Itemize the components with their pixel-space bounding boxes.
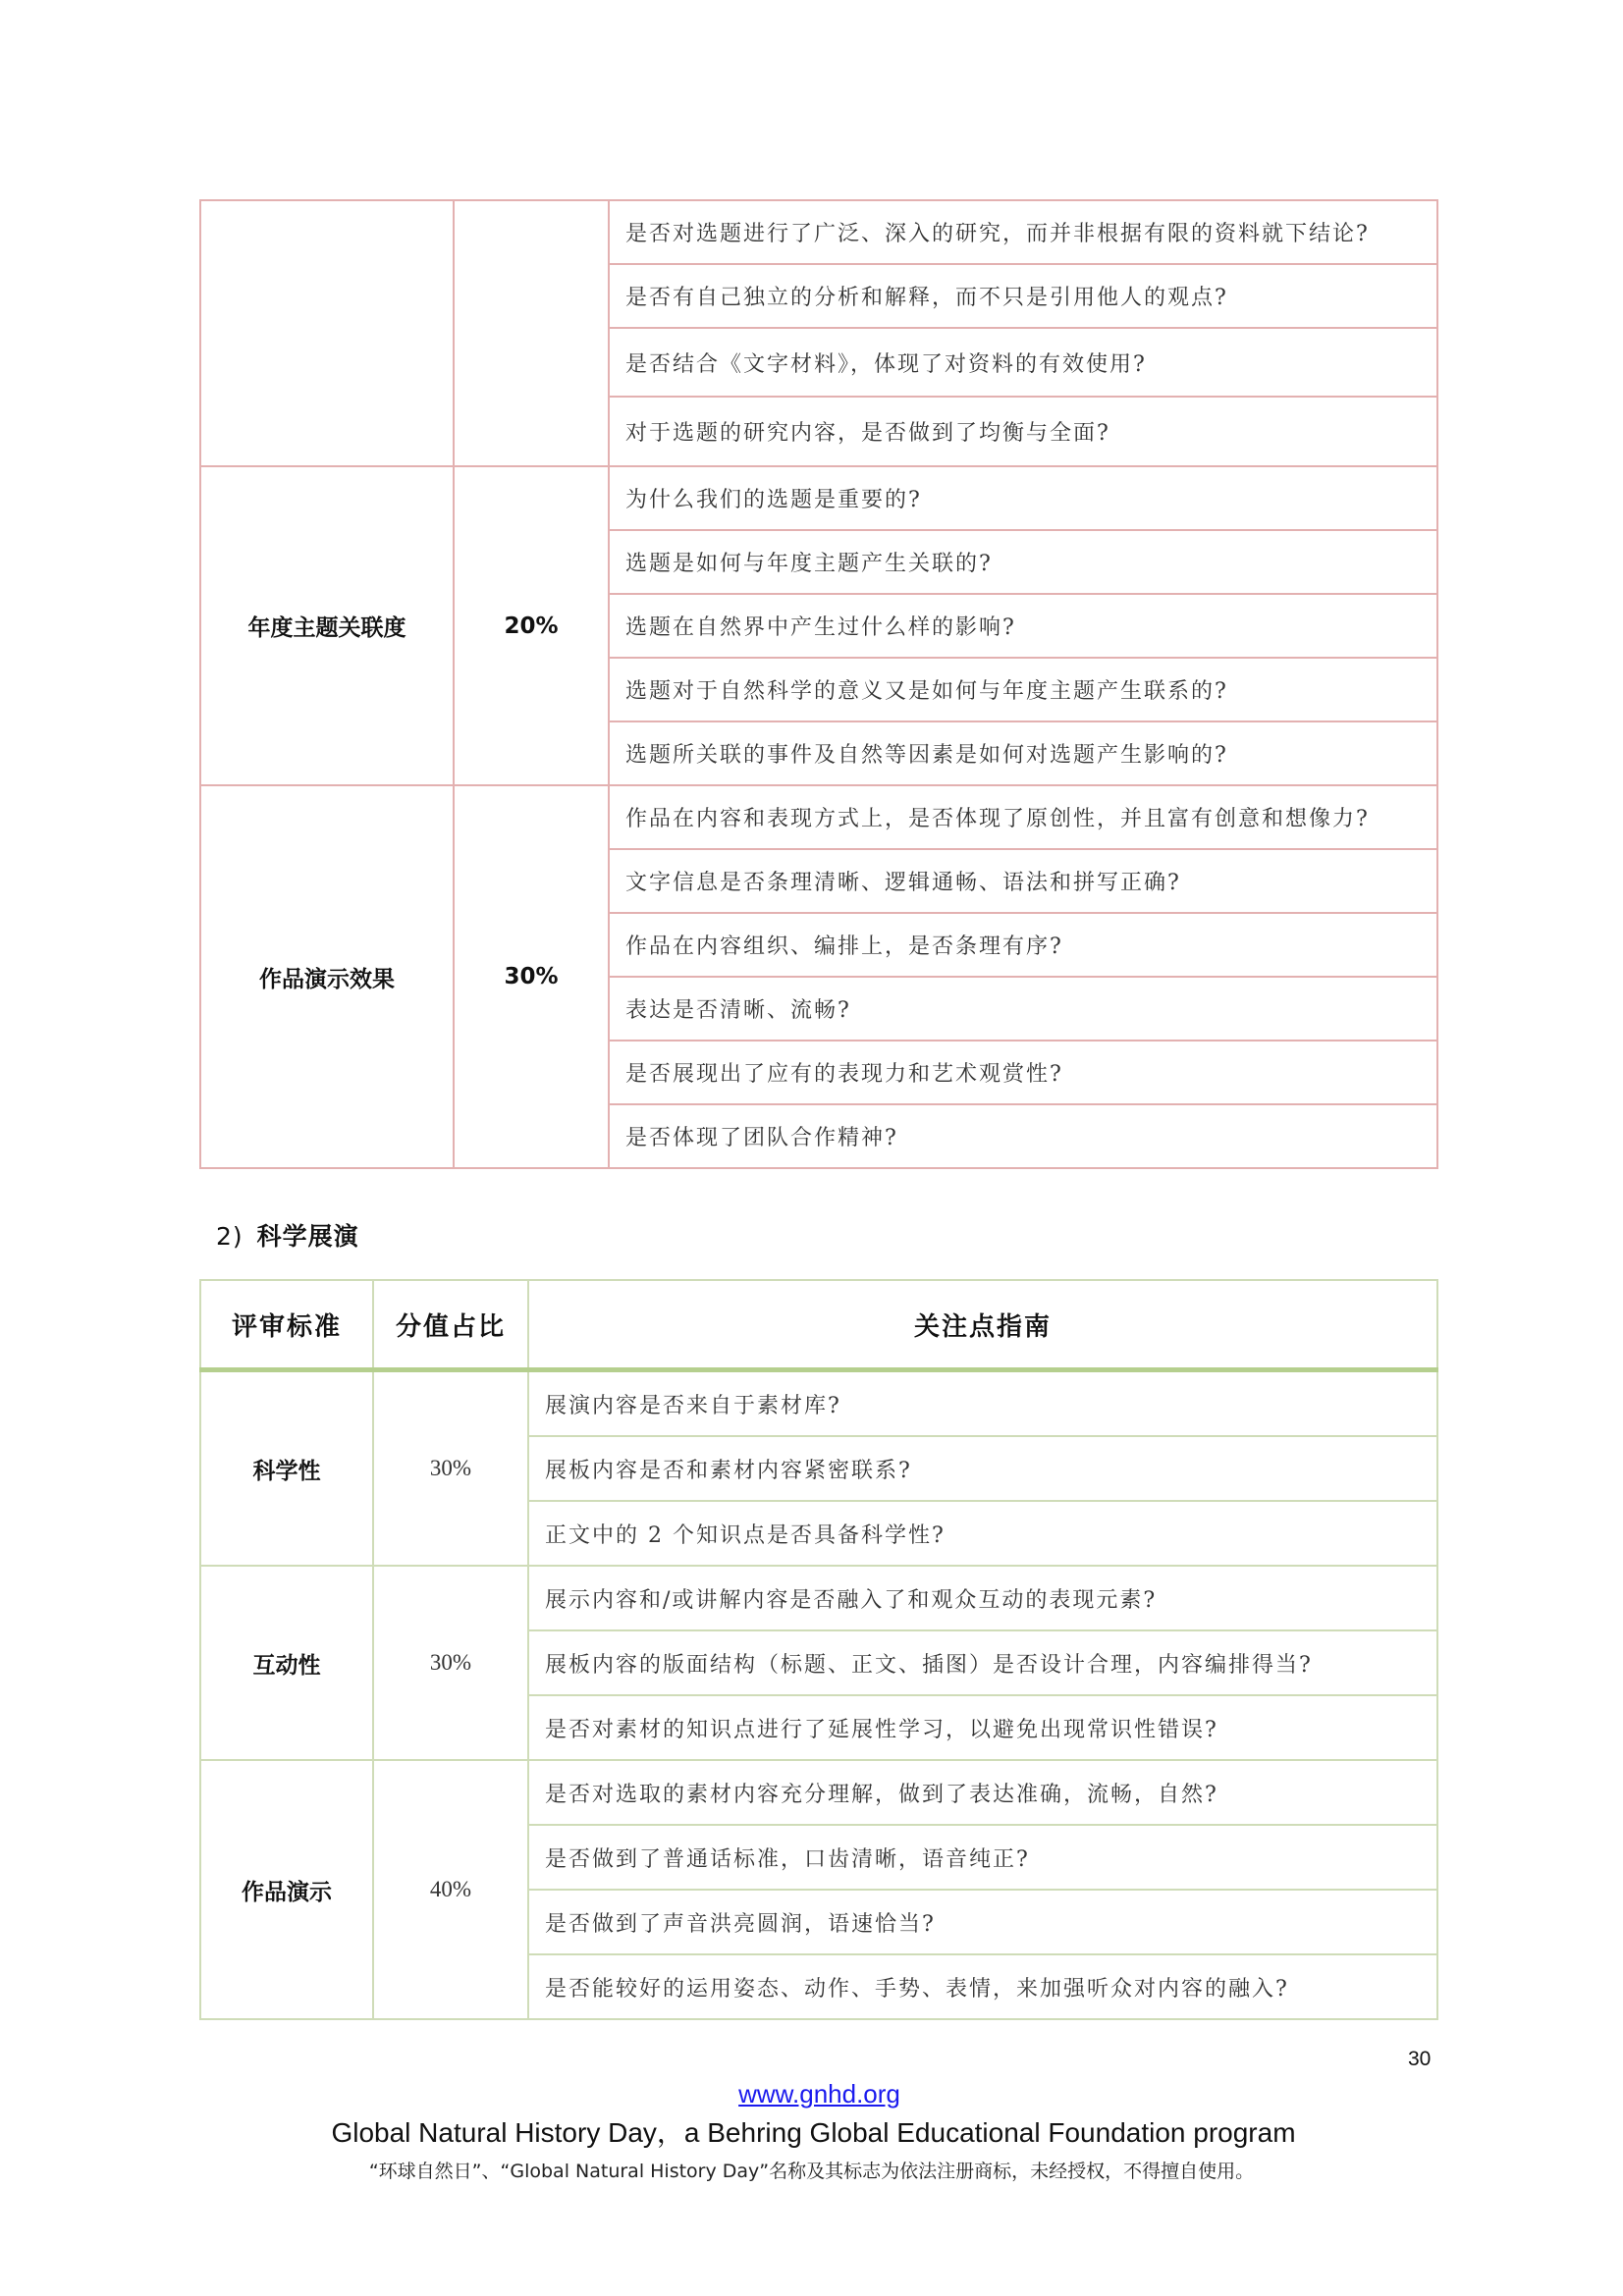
question-cell: 展演内容是否来自于素材库? [528, 1370, 1437, 1437]
table-row [200, 1370, 1437, 1437]
question-cell: 作品在内容和表现方式上，是否体现了原创性，并且富有创意和想像力? [609, 785, 1437, 849]
header-criterion: 评审标准 [200, 1280, 373, 1370]
question-cell: 选题对于自然科学的意义又是如何与年度主题产生联系的? [609, 658, 1437, 721]
question-cell: 作品在内容组织、编排上，是否条理有序? [609, 913, 1437, 977]
question-cell: 选题是如何与年度主题产生关联的? [609, 530, 1437, 594]
question-cell: 选题在自然界中产生过什么样的影响? [609, 594, 1437, 658]
criterion-cell: 年度主题关联度 [200, 466, 454, 785]
program-statement: Global Natural History Day，a Behring Global Educational Foundation program [331, 2117, 1296, 2148]
question-cell: 是否对素材的知识点进行了延展性学习，以避免出现常识性错误? [528, 1695, 1437, 1760]
weight-cell: 30% [373, 1370, 528, 1567]
question-cell: 展示内容和/或讲解内容是否融入了和观众互动的表现元素? [528, 1566, 1437, 1630]
table-header-row [200, 1280, 1437, 1370]
question-cell: 是否对选题进行了广泛、深入的研究，而并非根据有限的资料就下结论? [609, 200, 1437, 264]
question-cell: 文字信息是否条理清晰、逻辑通畅、语法和拼写正确? [609, 849, 1437, 913]
table-row [200, 1566, 1437, 1630]
judging-criteria-table-continued [199, 199, 1438, 1169]
criterion-cell: 作品演示 [200, 1760, 373, 2019]
section-heading [216, 1217, 359, 1253]
question-cell: 是否做到了普通话标准，口齿清晰，语音纯正? [528, 1825, 1437, 1890]
question-cell: 对于选题的研究内容，是否做到了均衡与全面? [609, 397, 1437, 466]
section-title: 科学展演 [256, 1222, 359, 1251]
question-cell: 是否能较好的运用姿态、动作、手势、表情，来加强听众对内容的融入? [528, 1954, 1437, 2019]
trademark-notice: “环球自然日”、“Global Natural History Day”名称及其标志为依法注册商标，未经授权，不得擅自使用。 [368, 2161, 1255, 2182]
weight-cell: 20% [454, 466, 609, 785]
question-cell: 是否体现了团队合作精神? [609, 1104, 1437, 1168]
page-number: 30 [1408, 2048, 1432, 2070]
header-weight: 分值占比 [373, 1280, 528, 1370]
weight-cell: 30% [373, 1566, 528, 1760]
header-guide: 关注点指南 [528, 1280, 1437, 1370]
table-row [200, 785, 1437, 849]
weight-cell [454, 200, 609, 466]
question-cell: 是否有自己独立的分析和解释，而不只是引用他人的观点? [609, 264, 1437, 328]
criterion-cell: 作品演示效果 [200, 785, 454, 1168]
question-cell: 表达是否清晰、流畅? [609, 977, 1437, 1041]
question-cell: 展板内容的版面结构（标题、正文、插图）是否设计合理，内容编排得当? [528, 1630, 1437, 1695]
criterion-cell [200, 200, 454, 466]
page-footer [0, 2079, 1623, 2183]
question-cell: 是否结合《文字材料》，体现了对资料的有效使用? [609, 328, 1437, 397]
table-row [200, 1760, 1437, 1825]
question-cell: 是否做到了声音洪亮圆润，语速恰当? [528, 1890, 1437, 1954]
science-presentation-criteria-table [199, 1279, 1438, 2020]
criterion-cell: 科学性 [200, 1370, 373, 1567]
criterion-cell: 互动性 [200, 1566, 373, 1760]
website-link[interactable]: www.gnhd.org [738, 2079, 900, 2109]
question-cell: 展板内容是否和素材内容紧密联系? [528, 1436, 1437, 1501]
question-cell: 正文中的 2 个知识点是否具备科学性? [528, 1501, 1437, 1566]
question-cell: 是否对选取的素材内容充分理解，做到了表达准确，流畅，自然? [528, 1760, 1437, 1825]
weight-cell: 30% [454, 785, 609, 1168]
question-cell: 为什么我们的选题是重要的? [609, 466, 1437, 530]
question-cell: 选题所关联的事件及自然等因素是如何对选题产生影响的? [609, 721, 1437, 785]
weight-cell: 40% [373, 1760, 528, 2019]
table-row [200, 466, 1437, 530]
question-cell: 是否展现出了应有的表现力和艺术观赏性? [609, 1041, 1437, 1104]
section-number: 2) [216, 1222, 243, 1251]
table-row [200, 200, 1437, 264]
